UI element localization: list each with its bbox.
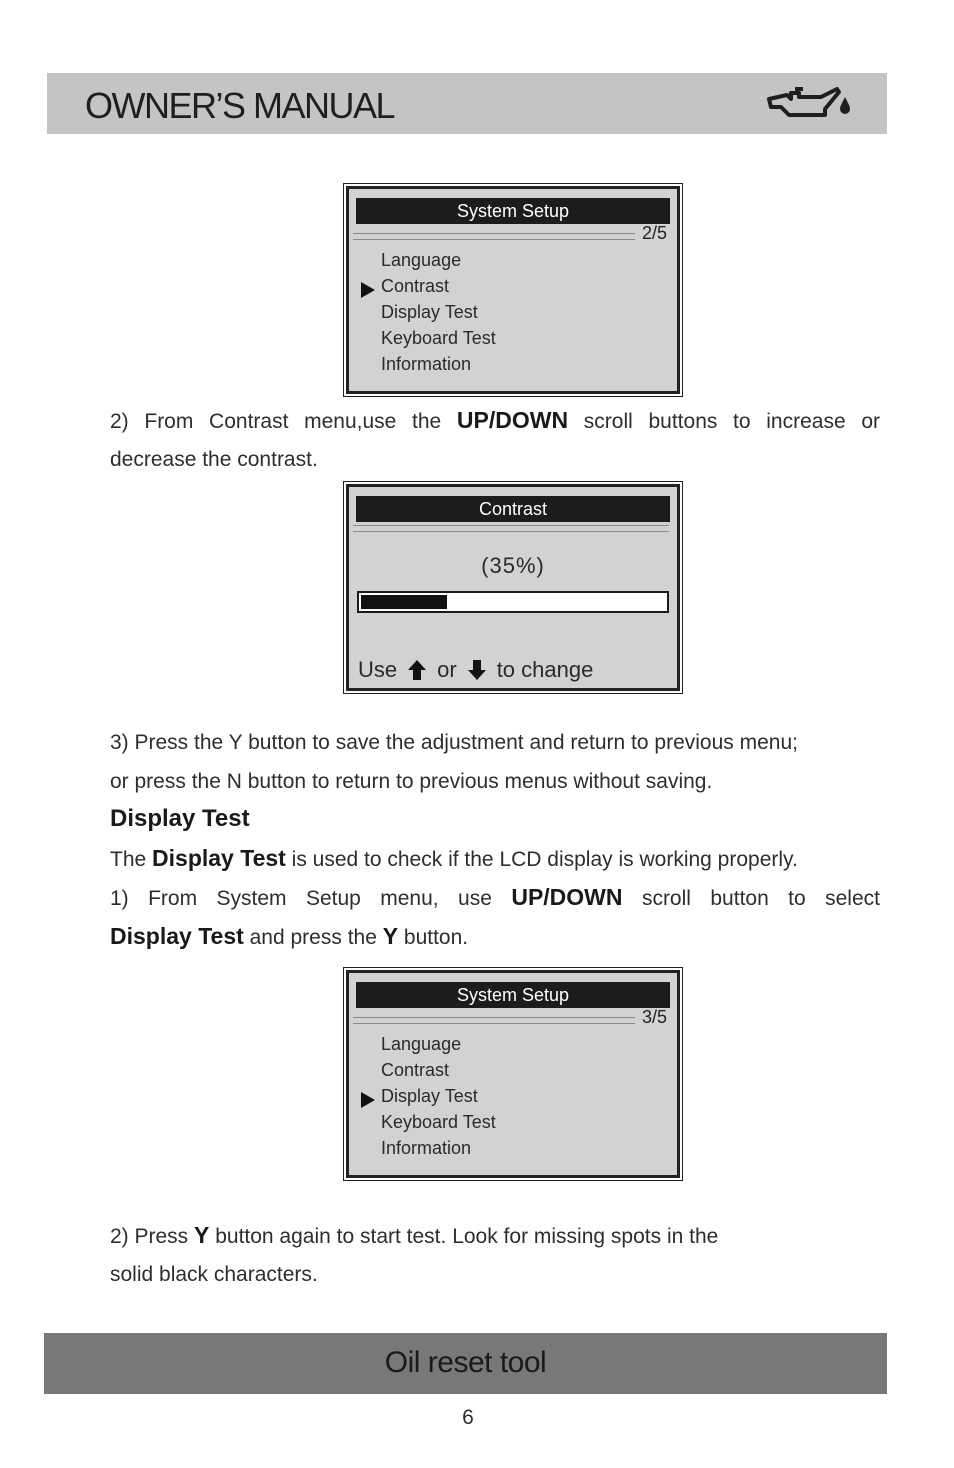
display-test-step-1: 1) From System Setup menu, use UP/DOWN scroll button to select [110,884,880,910]
page-title: OWNER’S MANUAL [85,85,395,126]
lcd-divider [353,525,669,532]
lcd-page-indicator: 3/5 [641,1007,667,1027]
lcd-page-indicator: 2/5 [641,223,667,243]
page-number: 6 [462,1406,474,1429]
lcd-menu-item: Language [381,1034,462,1054]
lcd-menu-item: Language [381,250,462,270]
lcd-menu-item: Contrast [381,1060,450,1080]
contrast-hint: Use or to change [358,657,594,682]
display-test-step-2-cont: solid black characters. [110,1263,318,1286]
up-arrow-icon [407,659,427,681]
instruction-step-2-cont: decrease the contrast. [110,448,318,471]
lcd-menu-item: Display Test [381,1086,478,1106]
footer-title: Oil reset tool [384,1346,547,1379]
lcd-menu-item: Contrast [381,276,450,296]
lcd-menu-item: Information [381,1138,472,1158]
instruction-step-2: 2) From Contrast menu,use the UP/DOWN scroll buttons to increase or [110,407,881,433]
display-test-step-1-cont: Display Test and press the Y button. [110,923,469,949]
display-test-step-2: 2) Press Y button again to start test. Look for missing spots in the [110,1222,719,1248]
lcd-divider [353,1017,635,1024]
lcd-title: Contrast [356,496,670,522]
lcd-divider [353,233,635,240]
lcd-screen-contrast [343,481,683,694]
contrast-bar [357,591,669,613]
lcd-screen-system-setup-1 [343,183,683,397]
footer-bar [44,1333,887,1394]
oil-can-icon [765,79,855,129]
lcd-menu-item: Keyboard Test [381,1112,496,1132]
contrast-percentage: (35%) [481,553,545,578]
lcd-title: System Setup [356,982,670,1008]
contrast-bar-fill [361,595,447,609]
lcd-screen-system-setup-2 [343,967,683,1181]
lcd-menu-item: Information [381,354,472,374]
header-bar [47,73,887,134]
section-heading: Display Test [110,805,250,832]
selection-arrow-icon [361,1092,375,1108]
instruction-step-3-cont: or press the N button to return to previous menus without saving. [110,770,713,793]
instruction-step-3: 3) Press the Y button to save the adjustment and return to previous menu; [110,731,798,754]
selection-arrow-icon [361,282,375,298]
section-description: The Display Test is used to check if the LCD display is working properly. [110,845,798,871]
lcd-menu-item: Display Test [381,302,478,322]
lcd-menu-item: Keyboard Test [381,328,496,348]
down-arrow-icon [467,659,487,681]
lcd-title: System Setup [356,198,670,224]
